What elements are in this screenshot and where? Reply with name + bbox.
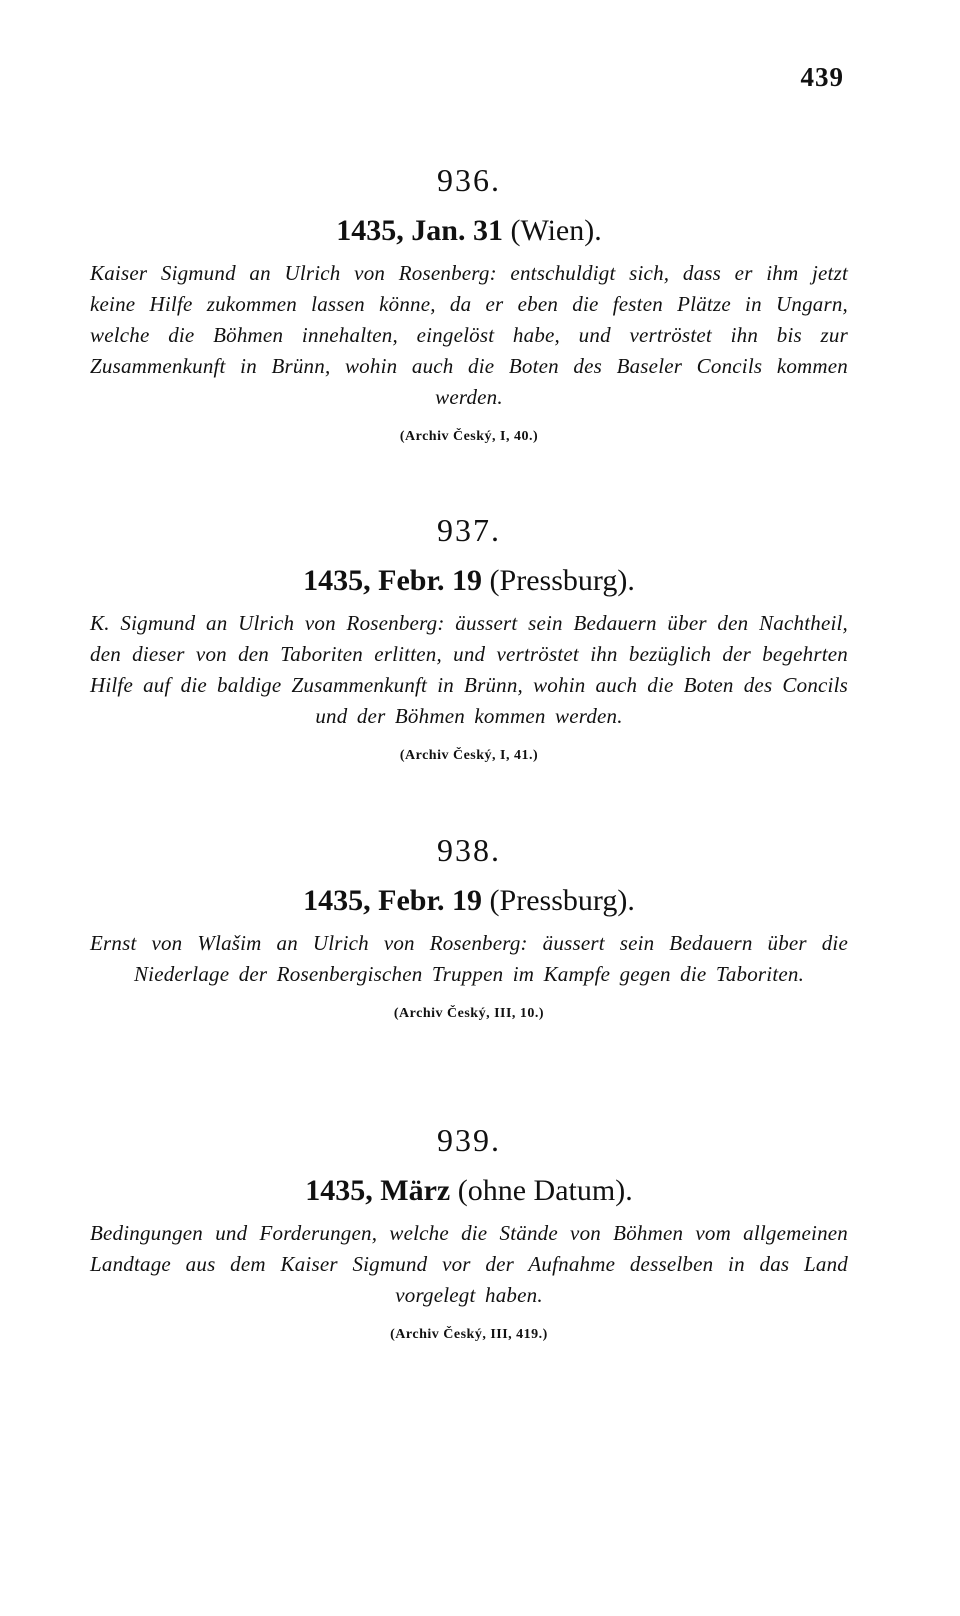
- entry-date-text: 1435, Febr. 19: [303, 884, 483, 917]
- entry-936: [90, 162, 848, 447]
- entry-source: (Archiv Český, I, 40.): [399, 429, 539, 444]
- entry-place: (ohne Datum).: [457, 1174, 633, 1207]
- entry-source: (Archiv Český, III, 419.): [390, 1327, 548, 1342]
- entry-place: (Wien).: [510, 214, 602, 247]
- entry-date: [90, 214, 848, 248]
- entry-summary: Kaiser Sigmund an Ulrich von Rosenberg: entschuldigt sich, dass er ihm jetzt keine Hilfe zukommen lassen könne, da er eben die festen Plätze in Ungarn, welche die Böhmen innehalten, eingelöst habe, und vertröstet ihn bis zur Zusammenkunft in Brünn, wohin auch die Boten des Baseler Concils kommen werden.: [90, 261, 848, 409]
- entry-date: [90, 564, 848, 598]
- entry-number: 936.: [437, 162, 501, 198]
- entry-939: [90, 1122, 848, 1345]
- entry-937: [90, 512, 848, 766]
- entry-date-text: 1435, Jan. 31: [336, 214, 503, 247]
- entry-source: (Archiv Český, I, 41.): [399, 748, 539, 763]
- entry-date: [90, 1174, 848, 1208]
- entry-938: [90, 832, 848, 1024]
- entry-source: (Archiv Český, III, 10.): [393, 1006, 545, 1021]
- entry-number: 939.: [437, 1122, 501, 1158]
- entry-number: 937.: [437, 512, 501, 548]
- entry-place: (Pressburg).: [489, 564, 635, 597]
- page-number: 439: [800, 62, 844, 92]
- entry-place: (Pressburg).: [489, 884, 635, 917]
- entry-summary: Ernst von Wlašim an Ulrich von Rosenberg: äussert sein Bedauern über die Niederlage der Rosenbergischen Truppen im Kampfe gegen die Taboriten.: [90, 931, 848, 986]
- entry-summary: Bedingungen und Forderungen, welche die Stände von Böhmen vom allgemeinen Landtage aus dem Kaiser Sigmund vor der Aufnahme desselben in das Land vorgelegt haben.: [90, 1221, 848, 1307]
- entry-number: 938.: [437, 832, 501, 868]
- entry-date-text: 1435, März: [305, 1174, 451, 1207]
- entry-date-text: 1435, Febr. 19: [303, 564, 483, 597]
- entry-summary: K. Sigmund an Ulrich von Rosenberg: äussert sein Bedauern über den Nachtheil, den dieser von den Taboriten erlitten, und vertröstet ihn bezüglich der begehrten Hilfe auf die baldige Zusammenkunft in Brünn, wohin auch die Boten des Concils und der Böhmen kommen werden.: [90, 611, 848, 728]
- entry-date: [90, 884, 848, 918]
